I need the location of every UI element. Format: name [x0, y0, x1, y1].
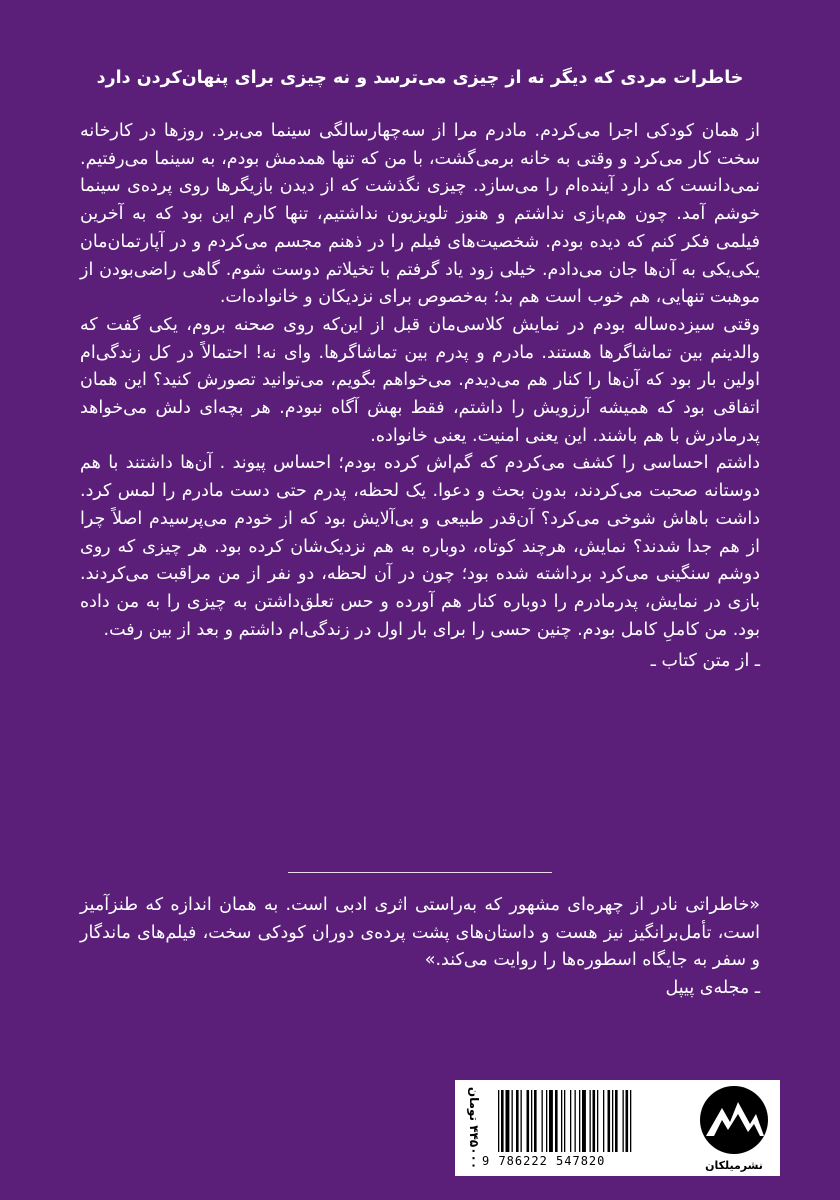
- barcode-bar: [623, 1090, 624, 1152]
- barcode-bar: [582, 1090, 586, 1152]
- barcode-bar: [630, 1090, 631, 1152]
- tagline: خاطرات مردی که دیگر نه از چیزی می‌ترسد و نه چیزی برای پنهان‌کردن دارد: [96, 68, 744, 88]
- barcode-bar: [546, 1090, 547, 1152]
- barcode-bar: [570, 1090, 571, 1152]
- barcode-bar: [561, 1090, 562, 1152]
- barcode-bar: [626, 1090, 629, 1152]
- barcode-bar: [593, 1090, 596, 1152]
- barcode-bar: [612, 1090, 613, 1152]
- isbn-number: 9 786222 547820: [482, 1154, 606, 1168]
- barcode-bar: [597, 1090, 598, 1152]
- review-quote-block: [80, 892, 760, 1003]
- mountain-logo-icon: [698, 1084, 770, 1156]
- barcode-bar: [615, 1090, 618, 1152]
- barcode-bar: [531, 1090, 532, 1152]
- barcode-bar: [555, 1090, 558, 1152]
- excerpt-paragraph-3: داشتم احساسی را کشف می‌کردم که گم‌اش کرده بودم؛ احساس پیوند . آن‌ها داشتند با هم دوستانه صحبت می‌کردند، بدون بحث و دعوا. یک لحظه، پدرم حتی دست مادرم را لمس کرد. داشت باهاش شوخی می‌کرد؟ آن‌قدر طبیعی و بی‌آلایش بود که از خودم می‌پرسیدم اصلاً چرا از هم جدا شدند؟ نمایش، هرچند کوتاه، دوباره به هم نزدیک‌شان کرده بود. هر چیزی که روی دوشم سنگینی می‌کرد برداشته شده بود؛ چون در آن لحظه، دو نفر از من مراقبت می‌کردند. بازی در نمایش، پدرمادرم را دوباره کنار هم آورده و حس تعلق‌داشتن به چیزی را به من داده بود. من کاملِ کامل بودم. چنین حسی را برای بار اول در زندگی‌ام داشتم و بعد از بین رفت.: [80, 453, 760, 640]
- barcode-bar: [501, 1090, 504, 1152]
- barcode-bar: [603, 1090, 604, 1152]
- barcode-bar: [512, 1090, 513, 1152]
- book-excerpt: [80, 118, 760, 676]
- barcode-bar: [498, 1090, 499, 1152]
- barcode-bar: [579, 1090, 580, 1152]
- barcode-bar: [506, 1090, 510, 1152]
- excerpt-source: ـ از متن کتاب ـ: [650, 651, 760, 672]
- barcode-bar: [608, 1090, 611, 1152]
- excerpt-paragraph-1: از همان کودکی اجرا می‌کردم. مادرم مرا از سه‌چهارسالگی سینما می‌برد. روزها در کارخانه سخت کار می‌کرد و وقتی به خانه برمی‌گشت، با من که تنها همدمش بودم، به سینما می‌رفتیم. نمی‌دانست که دارد آینده‌ام را می‌سازد. چیزی نگذشت که از دیدن بازیگرها روی پرده‌ی سینما خوشم آمد. چون هم‌بازی نداشتم و هنوز تلویزیون نداشتیم، تنها کارم این بود که به آخرین فیلمی فکر کنم که دیده بودم. شخصیت‌های فیلم را در ذهنم مجسم می‌کردم و در آپارتمان‌مان یکی‌یکی به آن‌ها جان می‌دادم. خیلی زود یاد گرفتم با تخیلاتم دوست شوم. گاهی راضی‌بودن از موهبت تنهایی، هم خوب است هم بد؛ به‌خصوص برای نزدیکان و خانواده‌ات.: [80, 121, 760, 308]
- excerpt-paragraph-2: وقتی سیزده‌ساله بودم در نمایش کلاسی‌مان قبل از این‌که روی صحنه بروم، یکی گفت که والدینم بین تماشاگرها هستند. مادرم و پدرم بین تماشاگرها. وای نه! احتمالاً در کل زندگی‌ام اولین بار بود که آن‌ها را کنار هم می‌دیدم. می‌خواهم بگویم، می‌توانید تصورش کنید؟ این همان اتفاقی بود که همیشه آرزویش را داشتم، فقط بهش آگاه نبودم. هر بچه‌ای دلش می‌خواهد پدرمادرش با هم باشند. این یعنی امنیت. یعنی خانواده.: [80, 314, 760, 446]
- price-text: ۴۴۵۰۰۰ تومان: [467, 1086, 481, 1170]
- barcode-bar: [542, 1090, 543, 1152]
- barcode-bar: [564, 1090, 565, 1152]
- section-divider: [288, 872, 552, 873]
- barcode-bar: [590, 1090, 591, 1152]
- barcode-bars: [496, 1090, 684, 1152]
- barcode-bar: [521, 1090, 522, 1152]
- barcode-bar: [516, 1090, 519, 1152]
- barcode-bar: [575, 1090, 576, 1152]
- review-quote: «خاطراتی نادر از چهره‌ای مشهور که به‌راستی اثری ادبی است. به همان اندازه که طنزآمیز است، تأمل‌برانگیز نیز هست و داستان‌های پشت پرده‌ی دوران کودکی سخت، فیلم‌های ماندگار و سفر به جایگاه اسطوره‌ها را روایت می‌کند.»: [80, 895, 760, 971]
- publisher-name: نشرمیلکان: [705, 1159, 763, 1172]
- review-source: ـ مجله‌ی پیپل: [665, 978, 760, 999]
- barcode-bar: [527, 1090, 530, 1152]
- barcode-bar: [549, 1090, 553, 1152]
- publisher-logo: [690, 1082, 778, 1174]
- barcode-bar: [534, 1090, 537, 1152]
